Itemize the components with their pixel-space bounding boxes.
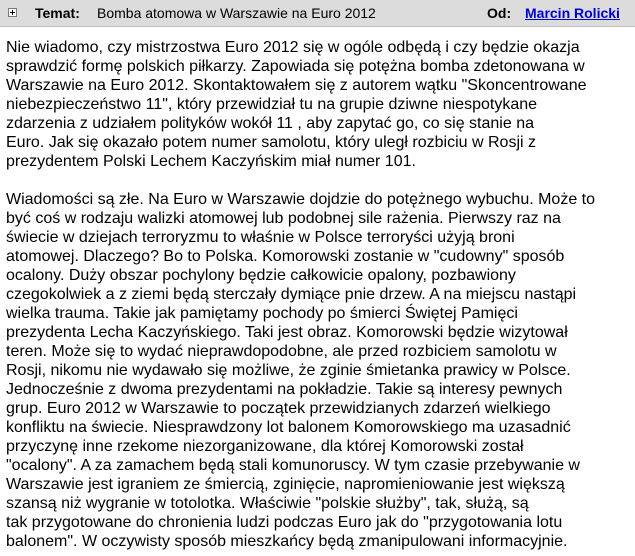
text-line: wielka trauma. Takie jak pamiętamy pochody po śmierci Świętej Pamięci (6, 305, 518, 322)
topic-title: Bomba atomowa w Warszawie na Euro 2012 (97, 5, 376, 21)
paragraph-1 (6, 38, 628, 171)
text-line: szansą niż wygranie w totolotka. Właściwie "polskie służby", tak, służą, są (6, 495, 529, 512)
text-line: prezydentem Polski Lechem Kaczyńskim miał numer 101. (6, 153, 416, 170)
text-line: balonem". W oczywisty sposób mieszkańcy będą zmanipulowani informacyjnie. (6, 533, 568, 550)
text-line: Nie wiadomo, czy mistrzostwa Euro 2012 się w ogóle odbędą i czy będzie okazja (6, 39, 580, 56)
text-line: atomowej. Dlaczego? Bo to Polska. Komorowski zostanie w "cudowny" sposób (6, 248, 565, 265)
message-header (0, 0, 635, 27)
text-line: niebezpieczeństwo 11", który przewidział tu na grupie dziwne niespotykane (6, 96, 538, 113)
text-line: Rosji, nikomu nie wydawało się możliwe, że zginie śmietanka prawicy w Polsce. (6, 362, 571, 379)
text-line: ocalony. Duży obszar pochylony będzie całkowicie opalony, pozbawiony (6, 267, 516, 284)
text-line: teren. Może się to wydać nieprawdopodobne, ale przed rozbiciem samolotu w (6, 343, 557, 360)
text-line: konfliktu na świecie. Niesprawdzony lot balonem Komorowskiego ma uzasadnić (6, 419, 571, 436)
expand-plus-icon[interactable] (8, 8, 17, 17)
text-line: Euro. Jak się okazało potem numer samolotu, który uległ rozbiciu w Rosji z (6, 134, 536, 151)
text-line: czegokolwiek a z ziemi będą sterczały dymiące pnie drzew. A na miejscu nastąpi (6, 286, 577, 303)
text-line: zdarzenia z udziałem polityków wokół 11 , aby zapytać go, co się stanie na (6, 115, 534, 132)
text-line: prezydenta Lecha Kaczyńskiego. Taki jest obraz. Komorowski będzie wizytował (6, 324, 568, 341)
text-line: Warszawie jest igraniem ze śmiercią, zginięcie, napromieniowanie jest większą (6, 476, 565, 493)
author-label: Od: (487, 5, 512, 21)
text-line: Wiadomości są złe. Na Euro w Warszawie dojdzie do potężnego wybuchu. Może to (6, 191, 596, 208)
text-line: Jednocześnie z dwoma prezydentami na pokładzie. Takie są interesy pewnych (6, 381, 563, 398)
text-line: "ocalony". A za zamachem będą stali komunoruscy. W tym czasie przebywanie w (6, 457, 580, 474)
text-line: być coś w rodzaju walizki atomowej lub podobnej sile rażenia. Pierwszy raz na (6, 210, 561, 227)
topic-label: Temat: (35, 5, 80, 21)
text-line: przyczynę inne rzekome niezorganizowane, dla której Komorowski został (6, 438, 524, 455)
author-link[interactable]: Marcin Rolicki (525, 5, 620, 21)
message-body (6, 38, 628, 551)
text-line: sprawdzić formę polskich piłkarzy. Zapowiada się potężna bomba zdetonowana w (6, 58, 585, 75)
paragraph-2 (6, 190, 628, 551)
text-line: Warszawie na Euro 2012. Skontaktowałem się z autorem wątku "Skoncentrowane (6, 77, 587, 94)
text-line: tak przygotowane do chronienia ludzi podczas Euro jak do "przygotowania lotu (6, 514, 563, 531)
text-line: grup. Euro 2012 w Warszawie to początek przewidzianych zdarzeń wielkiego (6, 400, 551, 417)
text-line: świecie w dziejach terroryzmu to właśnie w Polsce terroryści użyją broni (6, 229, 515, 246)
